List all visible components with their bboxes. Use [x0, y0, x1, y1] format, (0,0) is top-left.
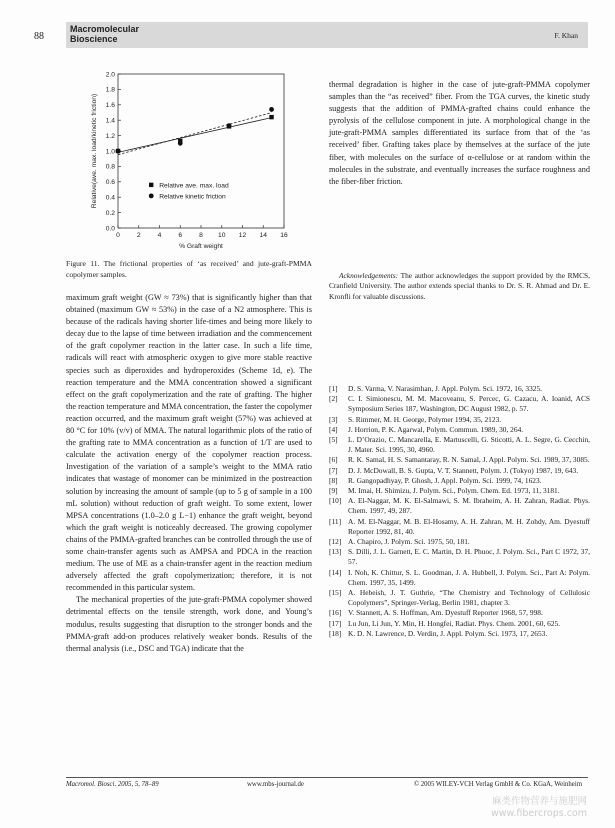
x-axis-label: % Graft weight [179, 243, 223, 250]
footer-copyright: © 2005 WILEY-VCH Verlag GmbH & Co. KGaA, Weinheim [413, 781, 582, 788]
reference-item [329, 588, 590, 608]
watermark-line2: www.fibercrops.com [490, 808, 587, 819]
reference-number: [12] [329, 537, 342, 547]
figure-11 [66, 64, 312, 254]
y-tick-label: 1.6 [105, 102, 115, 110]
reference-number: [14] [329, 567, 342, 577]
reference-text: S. Rimmer, M. H. George, Polymer 1994, 35, 2123. [348, 414, 502, 424]
figure-caption [66, 259, 312, 280]
y-axis-label: Relative(ave. max. load/kinetic friction) [91, 93, 98, 209]
reference-number: [5] [329, 435, 338, 445]
caption-label: Figure 11. [66, 259, 100, 268]
reference-text: R. Gangopadhyay, P. Ghosh, J. Appl. Polym. Sci. 1999, 74, 1623. [348, 475, 542, 485]
legend-label: Relative kinetic friction [159, 193, 226, 201]
x-tick-label: 14 [259, 232, 267, 239]
right-paragraph-1: thermal degradation is higher in the case of jute-graft-PMMA copolymer samples than the “as received” fiber. From the TGA curves, the kinetic study suggests that the addition of PMMA-grafted chains could enhance the pyrolysis of the cellulose component in jute. A morphological change in the jute-graft-PMMA samples differentiated its surface from that of the ‘as received’ fiber. Grafting takes place by themselves at the surface of the jute fiber, with molecules on the surface of α-cellulose or at random within the molecules in the substrate, and eventually increases the surface roughness and the fiber-fiber friction. [329, 80, 590, 186]
reference-list [329, 384, 590, 639]
reference-item [329, 608, 590, 618]
series-fit-line [118, 113, 272, 155]
reference-text: I. Noh, K. Chittur, S. L. Goodman, J. A. Hubbell, J. Polym. Sci., Part A: Polym. Chem. 1997, 35, 1499. [348, 567, 590, 587]
reference-number: [4] [329, 424, 338, 434]
friction-chart [66, 64, 312, 254]
reference-item [329, 476, 590, 486]
x-tick-label: 6 [178, 232, 183, 239]
footer-url[interactable]: www.mbs-journal.de [247, 781, 304, 788]
reference-text: V. Stannett, A. S. Hoffman, Am. Dyestuff Reporter 1968, 57, 998. [348, 608, 543, 618]
data-point-circle [178, 141, 183, 146]
x-tick-label: 2 [136, 232, 141, 239]
left-paragraph-2: The mechanical properties of the jute-graft-PMMA copolymer showed detrimental effects on the tensile strength, work done, and Young’s modulus, results suggesting that disruption to the stronger bonds and the PMMA-graft add-on produces relatively weaker bonds. Results of the thermal analysis (i.e., DSC and TGA) indicate that the [66, 595, 312, 653]
caption-text: The frictional properties of ‘as received’ and jute-graft-PMMA copolymer samples. [66, 259, 313, 279]
reference-item [329, 629, 590, 639]
reference-text: K. D. N. Lawrence, D. Verdin, J. Appl. Polym. Sci. 1973, 17, 2653. [348, 628, 548, 638]
footer-citation: Macromol. Biosci. 2005, 5, 78–89 [66, 781, 159, 788]
reference-number: [18] [329, 628, 342, 638]
reference-item [329, 394, 590, 414]
reference-number: [8] [329, 475, 338, 485]
data-point-circle [227, 123, 232, 128]
reference-number: [7] [329, 465, 338, 475]
reference-item [329, 496, 590, 516]
acknowledgements [329, 271, 590, 302]
journal-name-line1: Macromolecular [70, 24, 140, 34]
journal-name-line2: Bioscience [70, 34, 118, 44]
reference-number: [17] [329, 618, 342, 628]
right-column-text [329, 79, 590, 188]
reference-number: [10] [329, 496, 342, 506]
reference-text: J. Horrion, P. K. Agarwal, Polym. Commun. 1989, 30, 264. [348, 424, 524, 434]
reference-text: A. Hebeish, J. T. Guthrie, “The Chemistry and Technology of Cellulosic Copolymers”, Springer-Verlag, Berlin 1981, chapter 3. [348, 588, 590, 608]
data-point-square [269, 115, 273, 119]
reference-item [329, 455, 590, 465]
y-tick-label: 0.4 [105, 194, 115, 202]
x-tick-label: 12 [238, 232, 247, 239]
reference-number: [16] [329, 608, 342, 618]
reference-text: M. Imai, H. Shimizu, J. Polym. Sci., Polym. Chem. Ed. 1973, 11, 3181. [348, 486, 560, 496]
reference-item [329, 435, 590, 455]
legend-marker-circle [149, 193, 154, 198]
reference-item [329, 486, 590, 496]
reference-number: [2] [329, 394, 338, 404]
reference-item [329, 415, 590, 425]
y-tick-label: 2.0 [105, 71, 115, 79]
reference-text: R. K. Samal, H. S. Samantaray, R. N. Samal, J. Appl. Polym. Sci. 1989, 37, 3085. [348, 455, 590, 465]
watermark-line1: 麻类作物营养与施肥网 [491, 796, 587, 807]
running-author: F. Khan [554, 31, 578, 40]
legend-marker-square [149, 183, 153, 187]
y-tick-label: 1.8 [105, 86, 115, 94]
journal-name [70, 24, 139, 44]
left-paragraph-1: maximum graft weight (GW ≈ 73%) that is significantly higher than that obtained (maximum GW ≈ 53%) in the case of a N2 atmosphere. This is because of the radicals having shorter life-times and being more likely to decay due to the lapse of time between irradiation and the commencement of the graft copolymer reaction in the latter case. In such a life time, radicals will react with atmospheric oxygen to give more stable reactive species such as diperoxides and hydroperoxides (Scheme 1d, e). The reaction temperature and the MMA concentration showed a significant effect on the graft copolymerization and the rate of grafting. The higher the reaction temperature and MMA concentration, the faster the copolymer reaction occurred, and the maximum graft weight (57%) was achieved at 80 °C for 10% (v/v) of MMA. The natural logarithmic plots of the ratio of the grafting rate to MMA concentration as a function of 1/T are used to calculate the activation energy of the copolymer reaction process. Investigation of the variation of a sample’s weight to the MMA ratio indicates that wastage of monomer can be minimized in the postreaction solution by increasing the amount of sample (up to 5 g of sample in a 100 mL solution) without reduction of graft weight. To some extent, lower MPSA concentrations (1.0–2.0 g L−1) enhance the graft weight, beyond which the graft weight is noticeably decreased. The growing copolymer chains of the PMMA-grafted branches can be controlled through the use of some chain-transfer agents such as AMPSA and PDCA in the reaction medium. The use of ME as a chain-transfer agent in the reaction medium adversely affected the graft copolymerization; therefore, it is not recommended in this particular system. [66, 293, 312, 593]
reference-number: [9] [329, 486, 338, 496]
reference-item [329, 619, 590, 629]
left-column [66, 292, 312, 655]
reference-item [329, 384, 590, 394]
y-tick-label: 0.8 [105, 163, 115, 171]
reference-number: [13] [329, 547, 342, 557]
reference-text: C. I. Simionescu, M. M. Macoveanu, S. Percec, G. Cazacu, A. Ioanid, ACS Symposium Series 187, Washington, DC August 1982, p. 57. [348, 394, 590, 414]
plot-frame [118, 74, 284, 228]
y-tick-label: 0.2 [105, 209, 115, 217]
x-tick-label: 16 [280, 232, 288, 239]
y-tick-label: 0.6 [105, 179, 115, 187]
reference-text: A. El-Naggar, M. K. El-Salmawi, S. M. Ibraheim, A. H. Zahran, Radiat. Phys. Chem. 1997, 49, 287. [348, 496, 590, 516]
reference-item [329, 425, 590, 435]
data-point-circle [269, 107, 274, 112]
y-tick-label: 1.4 [105, 117, 115, 125]
reference-number: [11] [329, 516, 342, 526]
page-number: 88 [34, 31, 44, 42]
reference-item [329, 547, 590, 567]
data-point-circle [116, 149, 121, 154]
reference-number: [15] [329, 588, 342, 598]
footer-rule [66, 777, 588, 778]
reference-number: [6] [329, 455, 338, 465]
reference-number: [1] [329, 384, 338, 393]
legend-label: Relative ave. max. load [159, 182, 229, 190]
reference-text: L. D’Orazio, C. Mancarella, E. Martuscelli, G. Sticotti, A. L. Segre, G. Cecchin, J. Mater. Sci. 1995, 30, 4960. [348, 435, 590, 455]
x-tick-label: 10 [218, 232, 226, 239]
header-bar [66, 22, 588, 48]
x-tick-label: 4 [157, 232, 162, 239]
reference-text: Lu Jun, Li Jun, Y. Min, H. Hongfei, Radiat. Phys. Chem. 2001, 60, 625. [348, 618, 561, 628]
reference-number: [3] [329, 414, 338, 424]
reference-text: A. M. El-Naggar, M. B. El-Hosamy, A. H. Zahran, M. H. Zohdy, Am. Dyestuff Reporter 1992, 81, 40. [348, 516, 590, 536]
x-tick-label: 8 [199, 232, 203, 239]
reference-text: A. Chapiro, J. Polym. Sci. 1975, 50, 181. [348, 537, 470, 547]
reference-text: D. J. McDowall, B. S. Gupta, V. T. Stannett, Polym. J. (Tokyo) 1987, 19, 643. [348, 465, 579, 475]
watermark [491, 796, 587, 820]
reference-item [329, 466, 590, 476]
y-tick-label: 1.2 [105, 132, 115, 140]
reference-text: S. Dilli, J. L. Garnett, E. C. Martin, D. H. Phuoc, J. Polym. Sci., Part C 1972, 37, 57. [348, 547, 590, 567]
reference-item [329, 537, 590, 547]
y-tick-label: 1.0 [105, 148, 115, 156]
reference-text: D. S. Varma, V. Narasimhan, J. Appl. Polym. Sci. 1972, 16, 3325. [348, 384, 543, 393]
reference-item [329, 517, 590, 537]
reference-item [329, 568, 590, 588]
ack-label: Acknowledgements: [339, 271, 399, 280]
y-tick-label: 0.0 [105, 225, 115, 233]
series-fit-line [118, 118, 272, 153]
x-tick-label: 0 [116, 232, 120, 239]
ack-text: The author acknowledges the support provided by the RMCS, Cranfield University. The author extends special thanks to Dr. S. R. Ahmad and Dr. E. Kronfli for valuable discussions. [329, 271, 590, 301]
